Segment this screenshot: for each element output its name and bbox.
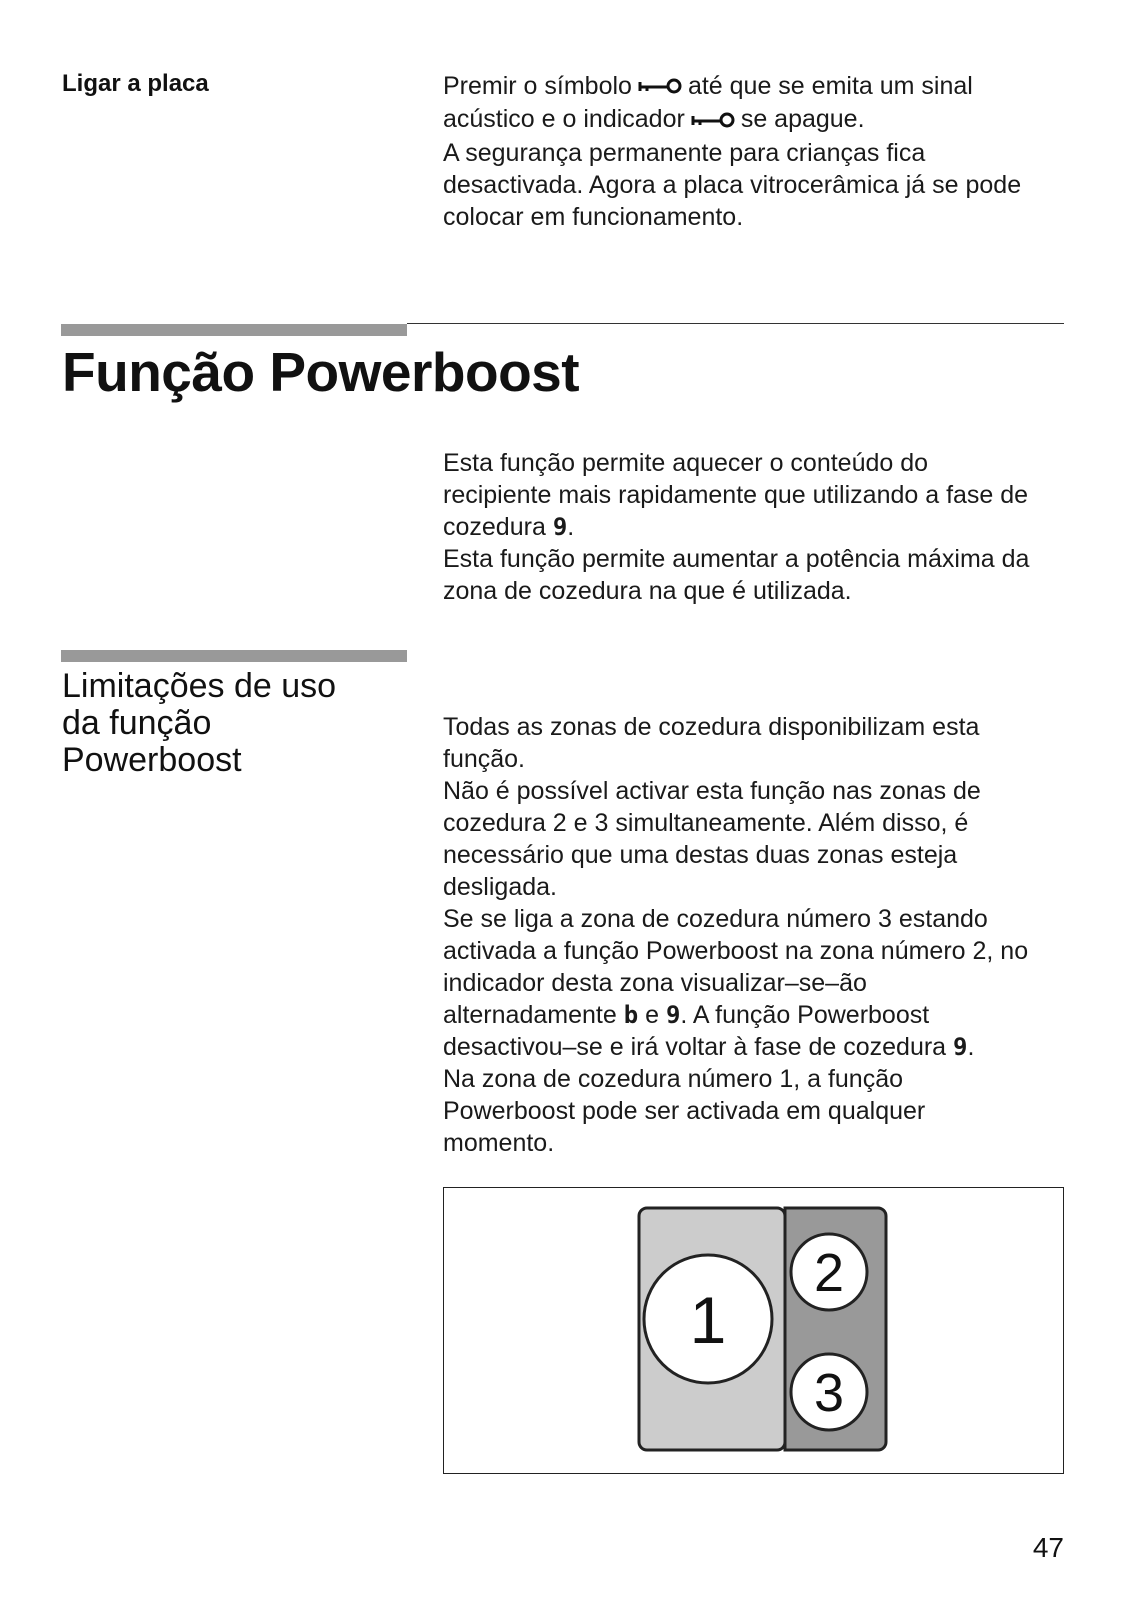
intro-line-2: acústico e o indicador se apague.: [443, 103, 1083, 136]
limits-line: Não é possível activar esta função nas zonas de: [443, 777, 981, 805]
limits-line: alternadamente b e 9. A função Powerboost: [443, 1001, 930, 1029]
powerboost-description: [443, 447, 1083, 607]
limits-line: necessário que uma destas duas zonas esteja: [443, 841, 958, 869]
cooking-level-9-glyph: 9: [953, 1033, 968, 1061]
desc-line: Esta função permite aquecer o conteúdo do: [443, 449, 929, 477]
limits-line: Se se liga a zona de cozedura número 3 estando: [443, 905, 988, 933]
desc-line: recipiente mais rapidamente que utilizando a fase de: [443, 481, 1029, 509]
limits-line: cozedura 2 e 3 simultaneamente. Além disso, é: [443, 809, 969, 837]
limits-line: momento.: [443, 1129, 555, 1157]
cooking-level-9-glyph: 9: [552, 513, 568, 541]
page-number: 47: [1032, 1532, 1064, 1563]
limits-line: desactivou–se e irá voltar à fase de cozedura 9.: [443, 1033, 975, 1061]
limits-line: activada a função Powerboost na zona número 2, no: [443, 937, 1029, 965]
limits-line: Powerboost pode ser activada em qualquer: [443, 1097, 926, 1125]
desc-line: zona de cozedura na que é utilizada.: [443, 577, 852, 605]
key-lock-icon: [638, 71, 682, 103]
limits-line: função.: [443, 745, 526, 773]
intro-line-4: desactivada. Agora a placa vitrocerâmica já se pode: [443, 170, 1022, 199]
subsection-divider: [61, 650, 407, 662]
limits-line: Todas as zonas de cozedura disponibilizam esta: [443, 713, 980, 741]
page-title: Função Powerboost: [62, 341, 580, 403]
intro-line-5: colocar em funcionamento.: [443, 202, 744, 231]
indicator-b-glyph: b: [623, 1001, 639, 1029]
section-divider-thick: [61, 324, 407, 336]
desc-line: cozedura 9.: [443, 513, 575, 541]
section-divider-thin: [407, 323, 1064, 324]
cooktop-diagram-svg: [444, 1188, 1062, 1472]
limits-line: desligada.: [443, 873, 557, 901]
zone-1-label: 1: [689, 1283, 727, 1357]
desc-line: Esta função permite aumentar a potência máxima da: [443, 545, 1030, 573]
cooktop-zones-diagram: [443, 1187, 1064, 1474]
key-lock-indicator-icon: [691, 105, 735, 137]
limits-line: indicador desta zona visualizar–se–ão: [443, 969, 867, 997]
subsection-heading: Limitações de uso da função Powerboost: [62, 667, 337, 779]
zone-3-label: 3: [813, 1363, 845, 1423]
limits-text-block: [443, 711, 1083, 1159]
intro-line-3: A segurança permanente para crianças fica: [443, 138, 926, 167]
zone-2-label: 2: [813, 1243, 845, 1303]
intro-line-1: Premir o símbolo até que se emita um sinal: [443, 70, 1083, 103]
cooking-level-9-glyph: 9: [665, 1001, 681, 1029]
section-label-ligar-a-placa: Ligar a placa: [62, 70, 209, 97]
limits-line: Na zona de cozedura número 1, a função: [443, 1065, 904, 1093]
intro-text-block: [443, 70, 1083, 233]
